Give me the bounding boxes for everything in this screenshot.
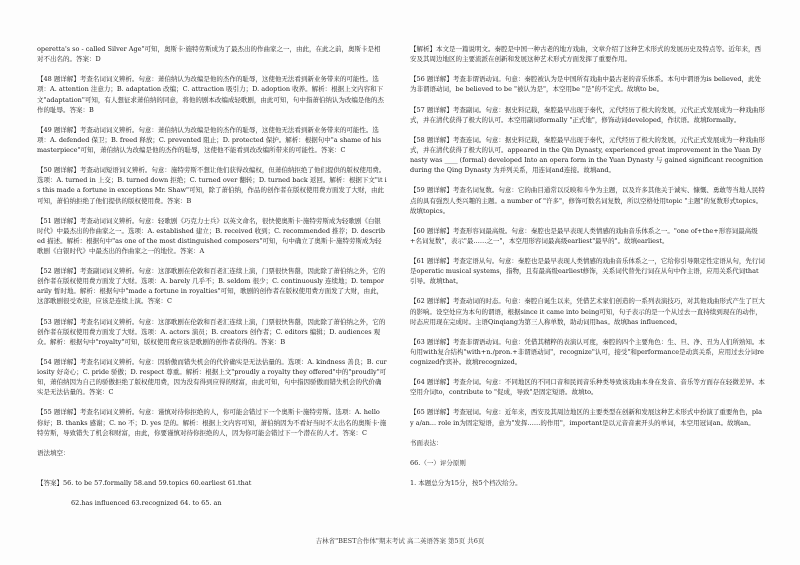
paragraph-47-continuation: operetta's so - called Silver Age"可知，奥斯卡·施特劳斯成为了最杰出的作曲家之一，由此，在此之前，奥斯卡是相对不出名的。答案：D — [37, 45, 381, 64]
paragraph-52-explanation: 【52 题详解】考查副词词义辨析。句意：这部歌剧在伦敦和百老汇连续上演，门票很快售罄，因此除了萧伯纳之外，它的创作者在版权使用费方面发了大财。选项：A. barely 几乎不；B. seldom 很少；C. continuously 连续地；D. temporarily 暂时地。解析：根据句中"made a fortune in royalties"可知，歌剧的创作者在版权使用费方面发了大财，由此，这部歌剧很受欢迎，应该是连续上演。答案：C — [37, 267, 386, 306]
paragraph-53-explanation: 【53 题详解】考查名词词义辨析。句意：这部歌剧在伦敦和百老汇连续上演，门票很快售罄，因此除了萧伯纳之外，它的创作者在版权使用费方面发了大财。选项：A. actors 演员；B. creators 创作者；C. editors 编辑；D. audiences 观众。解析：根据句中"royalty"可知，版权使用费应该是歌剧的创作者获得的。答案：B — [37, 317, 386, 346]
scoring-principle-item-1: 1. 本题总分为15分，按5个档次给分。 — [410, 479, 522, 488]
paragraph-56-explanation: 【56 题详解】考查非谓语动词。句意：秦腔被认为是中国所有戏曲中最古老的音乐体系。本句中谓语为is believed，此处为非谓语动词，be believed to be "被认为是"，本空用be "是"的不定式。故填to be。 — [410, 75, 762, 94]
grammar-fill-heading: 语法填空： — [37, 448, 70, 457]
answer-key-block — [37, 468, 387, 518]
paragraph-50-explanation: 【50 题详解】考查动词短语词义辨析。句意：施特劳斯不想让他们获得改编权，但萧伯纳拒绝了他们提供的版权使用费。选项：A. turned in 上交；B. turned down 拒绝；C. turned over 翻转；D. turned back 返回。解析：根据下文"it is this made a fortune in exceptions Mr. Shaw"可知，除了萧伯纳，作品的创作者在版权使用费方面发了大财，由此可知，萧伯纳拒绝了他们提供的版权使用费。答案：B — [37, 166, 387, 205]
paragraph-49-explanation: 【49 题详解】考查动词词义辨析。句意：萧伯纳认为改编是他的杰作的耻辱，这使他无法看到新业务带来的可能性。选项：A. defended 保卫；B. freed 释放；C. prevented 阻止；D. protected 保护。解析：根据句中"a shame of his masterpiece"可知，萧伯纳认为改编是他的杰作的耻辱，这使他不能看到改改编所带来的可能性。答案：C — [37, 125, 382, 155]
paragraph-64-explanation: 【64 题详解】考查介词。句意：不同地区的不同口音和民间音乐种类导致该戏曲本身在发音、音乐等方面存在轻微差异。本空用介词to，contribute to "促成，导致"是固定短语。故填to。 — [410, 378, 765, 397]
paragraph-59-explanation: 【59 题详解】考查名词复数。句意：它的曲目通常以反映和斗争为主题，以及许多其他关于诚实、慷慨、勇敢等当地人民特点的具有强烈人类兴趣的主题。a number of "许多"，修饰可数名词复数，所以空格处用topic "主题"的复数形式topics。故填topics。 — [410, 186, 765, 215]
passage-analysis: 【解析】本文是一篇说明文。秦腔是中国一种古老的地方戏曲，文章介绍了这种艺术形式的发展历史及特点等。近年来，西安及其周边地区的主要流派在创新和发展这种艺术形式方面发挥了重要作用。 — [410, 45, 761, 64]
paragraph-60-explanation: 【60 题详解】考查形容词最高级。句意：秦腔也是最早表现人类情感的戏曲音乐体系之一。"one of+the+形容词最高级+名词复数"，表示"最……之一"，本空用形容词最高级earliest"最早的"。故填earliest。 — [410, 226, 758, 245]
paragraph-58-explanation: 【58 题详解】考查连词。句意：据史料记载，秦腔最早出现于秦代，元代经历了极大的发展，元代正式发展成为一种戏曲形式，并在清代获得了极大的认可。appeared in the Qin Dynasty, experienced great improvement in the Yuan Dynasty was ____ (formal) developed Into an opera form in the Yuan Dynasty 与 gained significant recognition during the Qing Dynasty 为并列关系，用连词and连接。故填and。 — [410, 135, 765, 175]
page-footer: 吉林省"BEST合作体"期末考试 高二英语答案 第5页 共6页 — [315, 537, 485, 545]
right-column — [410, 34, 765, 498]
paragraph-63-explanation: 【63 题详解】考查非谓语动词。句意：凭借其精粹的表演认可度，秦腔的四个主要角色：生、旦、净、丑为人们所熟知。本句用with复合结构"with+n./pron.+非谓语动词"，recognize"认可，接受"和performance是动宾关系，应用过去分词recognized作宾补。故填recognized。 — [410, 337, 765, 366]
paragraph-57-explanation: 【57 题详解】考查副词。句意：据史料记载，秦腔最早出现于秦代，元代经历了极大的发展，元代正式发展成为一种戏曲形式，并在清代获得了极大的认可。本空用副词formally "正式地"，修饰动词developed，作状语。故填formally。 — [410, 105, 765, 124]
paragraph-65-explanation: 【65 题详解】考查冠词。句意：近年来，西安及其周边地区的主要类型在创新和发展这种艺术形式中扮演了重要角色，play a/an... role in为固定短语，意为"发挥……的作用"，important是以元音音素开头的单词，本空用冠词an。故填an。 — [410, 408, 762, 427]
paragraph-62-explanation: 【62 题详解】考查动词的时态。句意：秦腔自诞生以来，凭借艺术家们创造的一系列表演技巧，对其他戏曲形式产生了巨大的影响。设空处应为本句的谓语，根据since it came into being可知，句子表示的是一个从过去一直持续到现在的动作，时态应用现在完成时。主语Qinqiang为第三人称单数，助动词用has。故填has influenced。 — [410, 297, 765, 326]
answer-key-values-1: 56. to be 57.formally 58.and 59.topics 60.earliest 61.that — [63, 479, 252, 488]
paragraph-55-explanation: 【55 题详解】考查名词词义辨析。句意：谨慎对待你拒绝的人，你可能会错过下一个奥斯卡·施特劳斯。选项：A. hello 你好；B. thanks 感谢；C. no 不；D. yes 是的。解析：根据上文内容可知，萧伯纳因为不看好当时不太出名的奥斯卡·施特劳斯，导致错失了机会和财富，由此，你要谨慎对待你拒绝的人，因为你可能会错过下一个潜在的人才。答案：C — [37, 408, 387, 437]
answer-key-label: 【答案】 — [37, 479, 63, 488]
writing-heading: 书面表达： — [410, 438, 443, 447]
paragraph-51-explanation: 【51 题详解】考查动词词义辨析。句意：轻歌剧《巧克力士兵》以英文命名，很快使奥斯卡·施特劳斯成为轻歌剧《白银时代》中最杰出的作曲家之一。选项：A. established 建立；B. received 收到；C. recommended 推荐；D. described 描述。解析：根据句中"as one of the most distinguished composers"可知，句中确立了奥斯卡·施特劳斯成为轻歌剧《白银时代》中最杰出的作曲家之一的地位。答案：A — [37, 216, 386, 255]
paragraph-61-explanation: 【61 题详解】考查定语从句。句意：秦腔也是最早表现人类情感的戏曲音乐体系之一，它给你引导限定性定语从句，先行词是operatic musical systems，指物，且有最高级earliest修饰，关系词代替先行词在从句中作主语，应用关系代词that引导。故填that。 — [410, 257, 765, 286]
answer-key-line-2: 62.has influenced 63.recognized 64. to 65. an — [71, 499, 222, 508]
left-column — [37, 34, 387, 529]
paragraph-54-explanation: 【54 题详解】考查名词词义辨析。句意：因骄傲而错失机会的代价确实是无法估量的。选项：A. kindness 善良；B. curiosity 好奇心；C. pride 骄傲；D. respect 尊重。解析：根据上文"proudly a royalty they offered"中的"proudly"可知，萧伯纳因为自己的骄傲拒绝了版权使用费，因为没有得到应得的财富，由此可知，句中指因骄傲而错失机会的代价确实是无法估量的。答案：C — [37, 358, 387, 397]
paragraph-48-explanation: 【48 题详解】考查名词词义辨析。句意：萧伯纳认为改编是他的杰作的耻辱，这使他无法看到新业务带来的可能性。选项：A. attention 注意力；B. adaptation 改编；C. attraction 吸引力；D. adoption 收养。解析：根据上文内容和下文"adaptation"可知，有人想征求萧伯纳的同意，将他的剧本改编成轻歌剧，由此可知，句中指萧伯纳认为改编是他的杰作的耻辱。答案：B — [37, 75, 384, 114]
scoring-principle-heading: 66.（一）评分原则 — [410, 458, 466, 467]
answer-key-line-1 — [37, 478, 387, 488]
